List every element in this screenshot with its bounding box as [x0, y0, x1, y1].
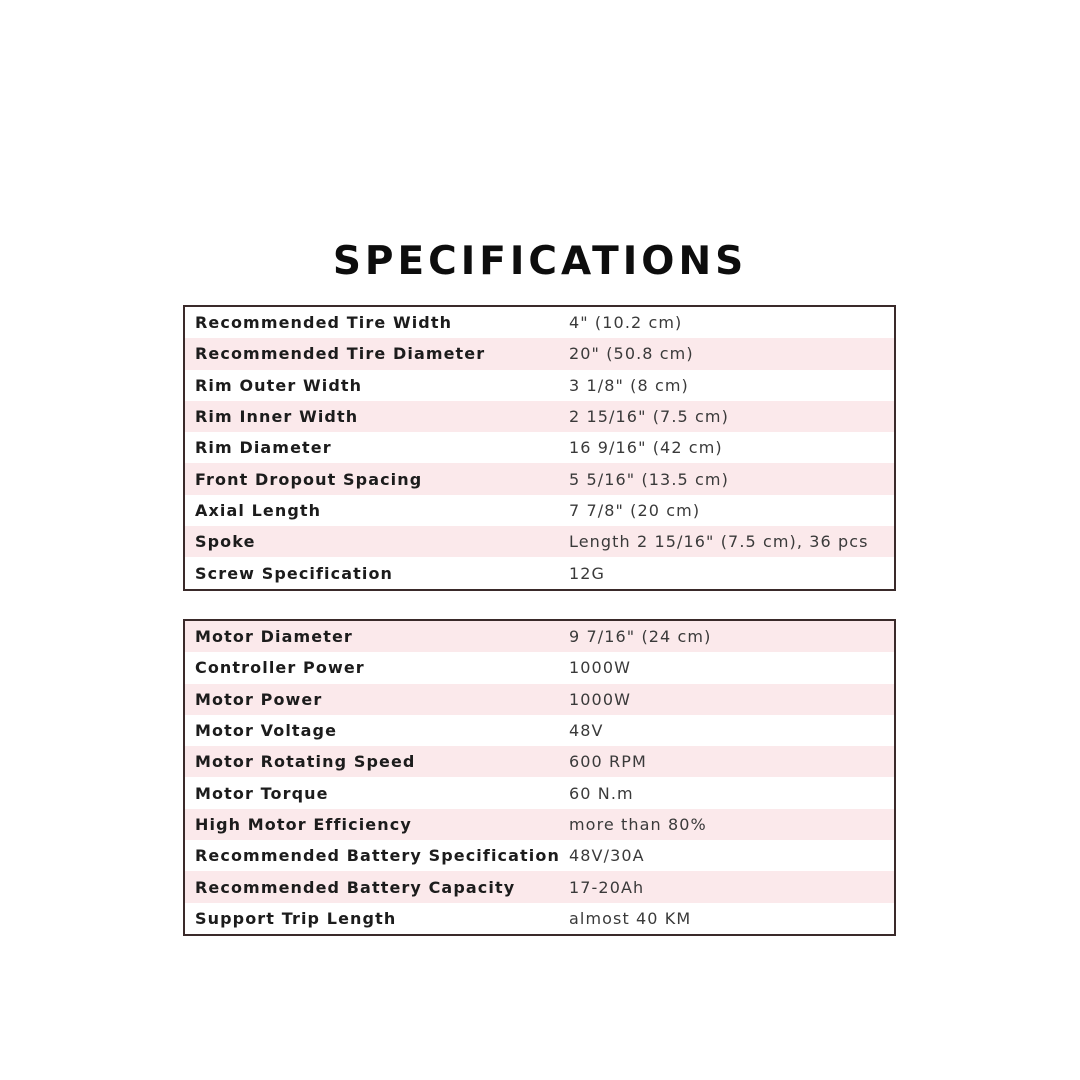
spec-value: more than 80% — [569, 814, 707, 834]
spec-row-motor-diameter — [185, 621, 894, 652]
spec-value: 600 RPM — [569, 752, 647, 772]
spec-row-controller-power — [185, 652, 894, 683]
spec-label: Motor Torque — [195, 783, 329, 803]
spec-value: 2 15/16" (7.5 cm) — [569, 407, 729, 427]
spec-label: Recommended Tire Width — [195, 313, 453, 333]
page-title: SPECIFICATIONS — [332, 239, 748, 284]
spec-row-recommended-battery-specification — [185, 840, 894, 871]
spec-row-recommended-battery-capacity — [185, 871, 894, 902]
spec-row-front-dropout-spacing — [185, 463, 894, 494]
spec-row-screw-specification — [185, 557, 894, 588]
spec-row-motor-voltage — [185, 715, 894, 746]
spec-value: 17-20Ah — [569, 877, 645, 897]
spec-label: Recommended Tire Diameter — [195, 344, 486, 364]
spec-value: 12G — [569, 563, 606, 583]
spec-value: Length 2 15/16" (7.5 cm), 36 pcs — [569, 532, 869, 552]
spec-value: 4" (10.2 cm) — [569, 313, 683, 333]
spec-row-recommended-tire-width — [185, 307, 894, 338]
spec-label: Rim Outer Width — [195, 375, 363, 395]
spec-row-support-trip-length — [185, 903, 894, 934]
spec-label: High Motor Efficiency — [195, 814, 412, 834]
motor-spec-table — [183, 619, 896, 936]
wheel-spec-table — [183, 305, 896, 591]
spec-label: Motor Rotating Speed — [195, 752, 416, 772]
spec-value: 48V/30A — [569, 846, 645, 866]
spec-value: 5 5/16" (13.5 cm) — [569, 469, 729, 489]
spec-row-motor-torque — [185, 777, 894, 808]
spec-label: Recommended Battery Specification — [195, 846, 560, 866]
spec-value: 7 7/8" (20 cm) — [569, 500, 701, 520]
spec-value: almost 40 KM — [569, 908, 692, 928]
spec-label: Support Trip Length — [195, 908, 397, 928]
spec-label: Front Dropout Spacing — [195, 469, 423, 489]
spec-value: 3 1/8" (8 cm) — [569, 375, 689, 395]
spec-row-high-motor-efficiency — [185, 809, 894, 840]
spec-value: 9 7/16" (24 cm) — [569, 627, 712, 647]
spec-value: 48V — [569, 721, 604, 741]
spec-label: Axial Length — [195, 500, 322, 520]
spec-label: Screw Specification — [195, 563, 394, 583]
spec-label: Spoke — [195, 532, 256, 552]
spec-value: 20" (50.8 cm) — [569, 344, 694, 364]
spec-row-rim-diameter — [185, 432, 894, 463]
spec-label: Rim Inner Width — [195, 407, 359, 427]
spec-label: Rim Diameter — [195, 438, 332, 458]
spec-row-recommended-tire-diameter — [185, 338, 894, 369]
spec-label: Recommended Battery Capacity — [195, 877, 516, 897]
spec-row-motor-power — [185, 684, 894, 715]
spec-value: 1000W — [569, 689, 632, 709]
spec-label: Controller Power — [195, 658, 365, 678]
spec-row-spoke — [185, 526, 894, 557]
spec-row-rim-inner-width — [185, 401, 894, 432]
spec-row-motor-rotating-speed — [185, 746, 894, 777]
spec-label: Motor Diameter — [195, 627, 353, 647]
spec-label: Motor Power — [195, 689, 323, 709]
spec-row-rim-outer-width — [185, 370, 894, 401]
spec-label: Motor Voltage — [195, 721, 338, 741]
spec-value: 60 N.m — [569, 783, 634, 803]
spec-value: 1000W — [569, 658, 632, 678]
spec-value: 16 9/16" (42 cm) — [569, 438, 723, 458]
spec-row-axial-length — [185, 495, 894, 526]
